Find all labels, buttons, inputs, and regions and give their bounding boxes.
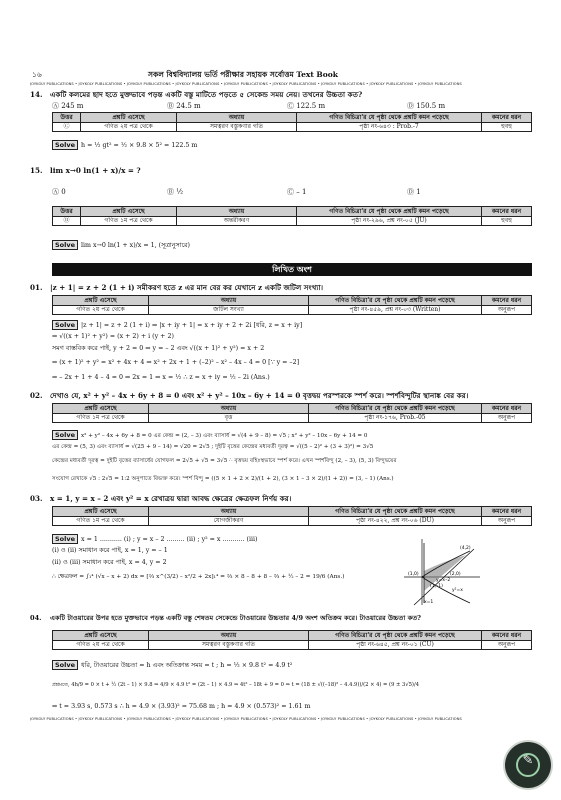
publisher-strip-top: JOYKOLY PUBLICATIONS • JOYKOLY PUBLICATIONS • JOYKOLY PUBLICATIONS • JOYKOLY PUBLICATIONS • JOYKOLY PUBLICATIONS • JOYKOLY PUBLICATIONS • JOYKOLY PUBLICATIONS • JOYKOLY PUBLICATIONS • JOYKOLY PUBLICATIONS	[30, 82, 462, 86]
q02-line-1: Solve x² + y² – 4x + 6y + 8 = 0 এর কেন্দ্র = (2, – 3) এবং ব্যাসার্ধ = √(4 + 9 – 8) = √5 ; x² + y² – 10x – 6y + 14 = 0	[52, 430, 532, 440]
brand-badge	[505, 742, 551, 788]
q03-line-2: (i) ও (ii) সমাধান করে পাই, x = 1, y = – 1	[52, 547, 168, 554]
question-14: 14. একটি কলমের ছাদ হতে মুক্তভাবে পড়ন্ত একটি বস্তু মাটিতে পড়তে ৫ সেকেন্ড সময় নেয়। তখনের উচ্চতা কত?	[30, 90, 363, 99]
option-a: Ⓐ 245 m	[52, 102, 84, 110]
q01-line-4: ⇒ (x + 1)² + y² = x² + 4x + 4 ⇒ x² + 2x + 1 + (–2)² – x² – 4x – 4 = 0 [∵ y = –2]	[52, 359, 300, 366]
graph-label-x1: x=1	[424, 600, 434, 605]
q01-line-1: Solve |z + 1| = z + 2 (1 + i) ⇒ |x + iy + 1| = x + iy + 2 + 2i [ধরি, z = x + iy]	[52, 320, 532, 330]
q03-line-1: Solve x = 1 ........... (i) ; y = x – 2 ......... (ii) ; y² = x ........... (iii)	[52, 534, 392, 544]
q01-info-table: প্রশ্নটি এসেছে অধ্যায় গণিত বিচিত্রা'র যে পৃষ্ঠা থেকে প্রশ্নটি কমন পড়েছে কমনের ধরন গণিত ২য় পত্র থেকে জটিল সংখ্যা পৃষ্ঠা নং-৪৫৯, প্রশ্ন নং-০৩ (Written) অনুরূপ	[52, 295, 532, 315]
question-01: 01. |z + 1| = z + 2 (1 + i) সমীকরণ হতে z এর মান বের কর যেখানে z একটি জটিল সংখ্যা।	[30, 283, 324, 292]
q14-solution: Solve h = ½ gt² = ½ × 9.8 × 5² = 122.5 m	[52, 140, 532, 150]
q04-line-1: Solve ধরি, টাওয়ারের উচ্চতা = h এবং অতিক্রান্ত সময় = t ; h = ½ × 9.8 t² = 4.9 t²	[52, 660, 532, 670]
q04-line-2: প্রশ্নমতে, 4h/9 = 0 × t + ½ (2t – 1) × 9.8 ⇒ 4/9 × 4.9 t² = (2t – 1) × 4.9 ⇒ 4t² – 18t + 9 = 0 ⇒ t = (18 ± √((–18)² – 4.4.9))/(2 × 4) = (9 ± 3√5)/4	[52, 682, 420, 688]
q15-solution: Solve lim x→0 ln(1 + x)/x = 1, (সূত্রানুসারে)	[52, 240, 532, 250]
q03-region-graph	[400, 537, 482, 607]
graph-label-2-0: (2,0)	[450, 572, 461, 577]
publisher-strip-bottom: JOYKOLY PUBLICATIONS • JOYKOLY PUBLICATIONS • JOYKOLY PUBLICATIONS • JOYKOLY PUBLICATIONS • JOYKOLY PUBLICATIONS • JOYKOLY PUBLICATIONS • JOYKOLY PUBLICATIONS • JOYKOLY PUBLICATIONS • JOYKOLY PUBLICATIONS	[30, 717, 462, 721]
option-c: Ⓒ 122.5 m	[287, 102, 326, 110]
q04-line-3: ⇒ t = 3.93 s, 0.573 s ∴ h = 4.9 × (3.93)² = 75.68 m ; h = 4.9 × (0.573)² = 1.61 m	[52, 703, 311, 710]
pen-icon: ✎	[522, 753, 534, 768]
page-number: ১৬	[32, 70, 42, 79]
question-04: 04. একটি টাওয়ারের উপর হতে মুক্তভাবে পড়ন্ত একটি বস্তু শেষতম সেকেন্ডে টাওয়ারের উচ্চতার 4/9 অংশ অতিক্রম করে। টাওয়ারের উচ্চতা কত?	[30, 614, 422, 622]
graph-label-parabola: y²=x	[452, 588, 463, 593]
q02-line-4: সংযোগ রেখাকে √5 : 2√5 = 1:2 অনুপাতে বিভক্ত করে। স্পর্শ বিন্দু = ((5 × 1 + 2 × 2)/(1 + 2), (3 × 1 – 3 × 2)/(1 + 2)) = (3, – 1) (Ans.)	[52, 476, 394, 482]
book-title: সকল বিশ্ববিদ্যালয় ভর্তি পরীক্ষার সহায়ক সর্বোত্তম Text Book	[148, 70, 338, 79]
question-03: 03. x = 1, y = x – 2 এবং y² = x রেখাত্রয় দ্বারা আবদ্ধ ক্ষেত্রের ক্ষেত্রফল নির্ণয় কর।	[30, 494, 292, 503]
graph-label-line: y=x–2	[436, 578, 451, 583]
q04-info-table: প্রশ্নটি এসেছে অধ্যায় গণিত বিচিত্রা'র যে পৃষ্ঠা থেকে প্রশ্নটি কমন পড়েছে কমনের ধরন গণিত ২য় পত্র থেকে সমত্বরণ বস্তুকণার গতি পৃষ্ঠা নং-৬৪৫, প্রশ্ন নং-০১ (CU) অনুরূপ	[52, 630, 532, 650]
q03-info-table: প্রশ্নটি এসেছে অধ্যায় গণিত বিচিত্রা'র যে পৃষ্ঠা থেকে প্রশ্নটি কমন পড়েছে কমনের ধরন গণিত ১ম পত্র থেকে যোগজীকরণ পৃষ্ঠা নং-৪২২, প্রশ্ন নং-০৬ (DU) অনুরূপ	[52, 506, 532, 526]
option-d: Ⓓ 150.5 m	[407, 102, 446, 110]
question-02: 02. দেখাও যে, x² + y² – 4x + 6y + 8 = 0 এবং x² + y² – 10x – 6y + 14 = 0 বৃত্তদ্বয় পরস্পরকে স্পর্শ করে। স্পর্শবিন্দুটির স্থানাঙ্ক বের কর।	[30, 391, 469, 400]
q01-line-5: ⇒ – 2x + 1 + 4 – 4 = 0 ⇒ 2x = 1 ⇒ x = ½ ∴ z = x + iy = ½ – 2i (Ans.)	[52, 374, 270, 381]
graph-label-1-0: (1,0)	[408, 572, 419, 577]
q14-info-table: উত্তর প্রশ্নটি এসেছে অধ্যায় গণিত বিচিত্রা'র যে পৃষ্ঠা থেকে প্রশ্নটি কমন পড়েছে কমনের ধরন Ⓒ গণিত ২য় পত্র থেকে সমত্বরণ বস্তুকণার গতি পৃষ্ঠা নং-৬৪৩ : Prob.-7 হুবহু	[52, 112, 532, 132]
graph-label-4-2: (4,2)	[460, 546, 471, 551]
q02-line-3: কেন্দ্রের মধ্যবর্তী দূরত্ব = দুইটি বৃত্তের ব্যাসার্ধের যোগফল = 2√5 + √5 = 3√5 ∴ বৃত্তদ্বয় বহিঃস্থভাবে স্পর্শ করে। এখন স্পর্শবিন্দু (2, – 3), (5, 3) বিন্দুদ্বয়ের	[52, 458, 397, 464]
section-title: লিখিত অংশ	[52, 263, 532, 276]
option-b: Ⓑ 24.5 m	[167, 102, 201, 110]
question-15: 15. lim x→0 ln(1 + x)/x = ?	[30, 166, 141, 175]
q15-info-table: উত্তর প্রশ্নটি এসেছে অধ্যায় গণিত বিচিত্রা'র যে পৃষ্ঠা থেকে প্রশ্নটি কমন পড়েছে কমনের ধরন Ⓓ গণিত ১ম পত্র থেকে অন্তরীকরণ পৃষ্ঠা নং-২৯৬, প্রশ্ন নং-০৫ (JU) হুবহু	[52, 206, 532, 226]
q01-line-3: সমগ বাস্তবিক করে পাই, y + 2 = 0 ⇒ y = – 2 এবং √((x + 1)² + y²) = x + 2	[52, 345, 265, 352]
q02-info-table: প্রশ্নটি এসেছে অধ্যায় গণিত বিচিত্রা'র যে পৃষ্ঠা থেকে প্রশ্নটি কমন পড়েছে কমনের ধরন গণিত ১ম পত্র থেকে বৃত্ত পৃষ্ঠা নং-১৭৬, Prob.-05 অনুরূপ	[52, 403, 532, 423]
q03-line-4: ∴ ক্ষেত্রফল = ∫₁⁴ (√x – x + 2) dx = [⅔ x^(3/2) – x²/2 + 2x]₁⁴ = ⅔ × 8 – 8 + 8 – ⅔ + ½ – 2 = 19/6 (Ans.)	[52, 574, 345, 580]
q03-line-3: (ii) ও (iii) সমাধান করে পাই, x = 4, y = 2	[52, 559, 167, 566]
q02-line-2: এর কেন্দ্র = (5, 3) এবং ব্যাসার্ধ = √(25 + 9 – 14) = √20 = 2√5 ; দুইটি বৃত্তের কেন্দ্রের মধ্যবর্তী দূরত্ব = √((5 – 2)² + (3 + 3)²) = 3√5	[52, 444, 374, 450]
q01-line-2: ⇒ √((x + 1)² + y²) = (x + 2) + i (y + 2)	[52, 333, 174, 340]
graph-label-1-neg1: (1,–1)	[430, 584, 443, 589]
